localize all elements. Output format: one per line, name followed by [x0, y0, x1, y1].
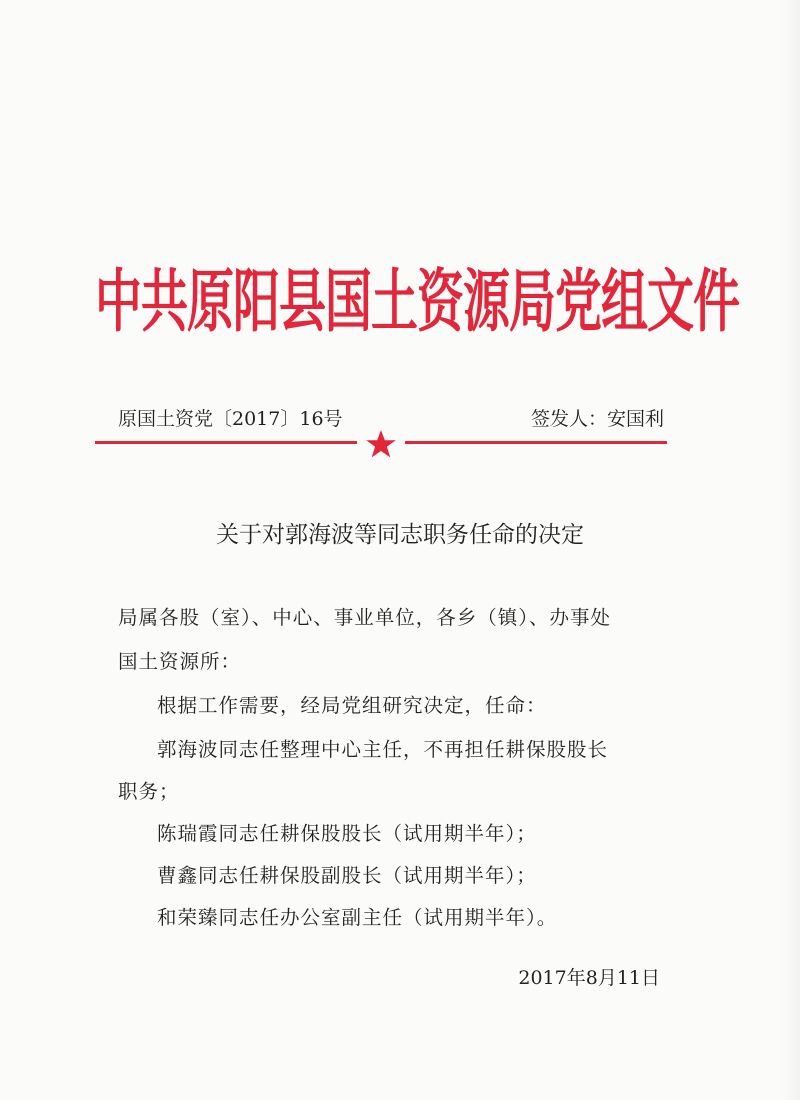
- appointment-1-line-2: 职务；: [118, 780, 180, 803]
- addressee-line-2: 国土资源所：: [118, 650, 242, 673]
- appointment-3: 曹鑫同志任耕保股副股长（试用期半年）；: [157, 864, 537, 887]
- appointment-4: 和荣臻同志任办公室副主任（试用期半年）。: [157, 906, 558, 929]
- appointment-2: 陈瑞霞同志任耕保股股长（试用期半年）；: [157, 822, 537, 845]
- addressee-line-1: 局属各股（室）、中心、事业单位，各乡（镇）、办事处: [118, 606, 612, 629]
- red-divider-right: [405, 441, 667, 444]
- document-date: 2017年8月11日: [518, 967, 660, 989]
- intro-paragraph: 根据工作需要，经局党组研究决定，任命：: [157, 694, 547, 717]
- appointment-1-line-1: 郭海波同志任整理中心主任，不再担任耕保股股长: [157, 738, 609, 761]
- signer-label: 签发人：: [530, 408, 607, 430]
- document-title: 关于对郭海波等同志职务任命的决定: [216, 522, 584, 548]
- document-masthead: 中共原阳县国土资源局党组文件: [95, 262, 739, 343]
- document-number: 原国土资党〔2017〕16号: [118, 408, 343, 430]
- signer-name: 安国利: [606, 408, 664, 430]
- signer: [531, 404, 664, 434]
- red-divider-left: [95, 441, 357, 444]
- red-star-icon: [365, 429, 397, 459]
